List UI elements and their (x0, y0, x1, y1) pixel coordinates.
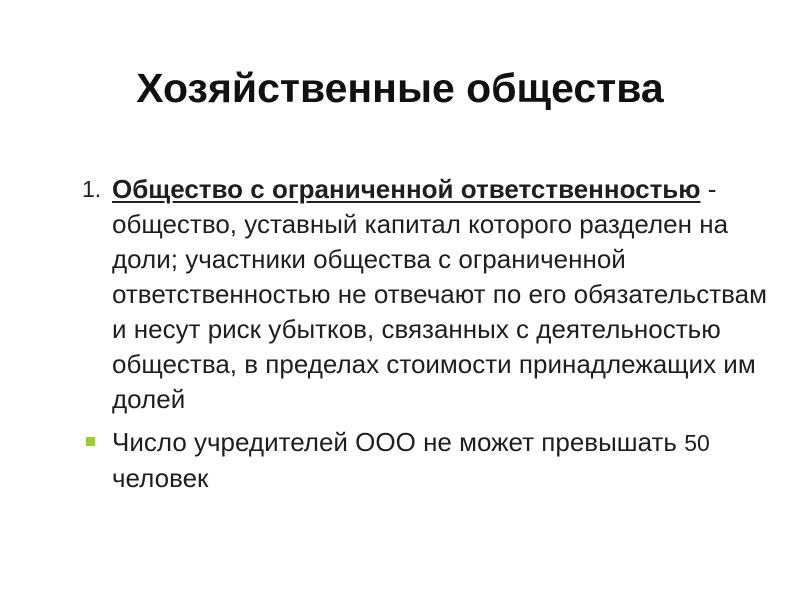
term-llc: Общество с ограниченной ответственностью (112, 174, 701, 204)
definition-text: - общество, уставный капитал которого разделен на доли; участники общества с ограниченной ответственностью не отвечают по его обязательствам и несут риск убытков, связанных с деятельностью общества, в пределах стоимости принадлежащих им долей (112, 174, 767, 414)
founders-text-start: Число учредителей ООО не может превышать (112, 427, 685, 457)
square-bullet-icon (86, 437, 95, 446)
list-item-founders-limit (82, 425, 782, 496)
founders-text-end: человек (112, 463, 209, 493)
list-number: 1. (82, 176, 102, 202)
list-item-llc-definition (82, 172, 782, 417)
slide-title: Хозяйственные общества (136, 65, 664, 111)
slide-content (82, 172, 782, 496)
founders-max-number: 50 (684, 430, 710, 456)
